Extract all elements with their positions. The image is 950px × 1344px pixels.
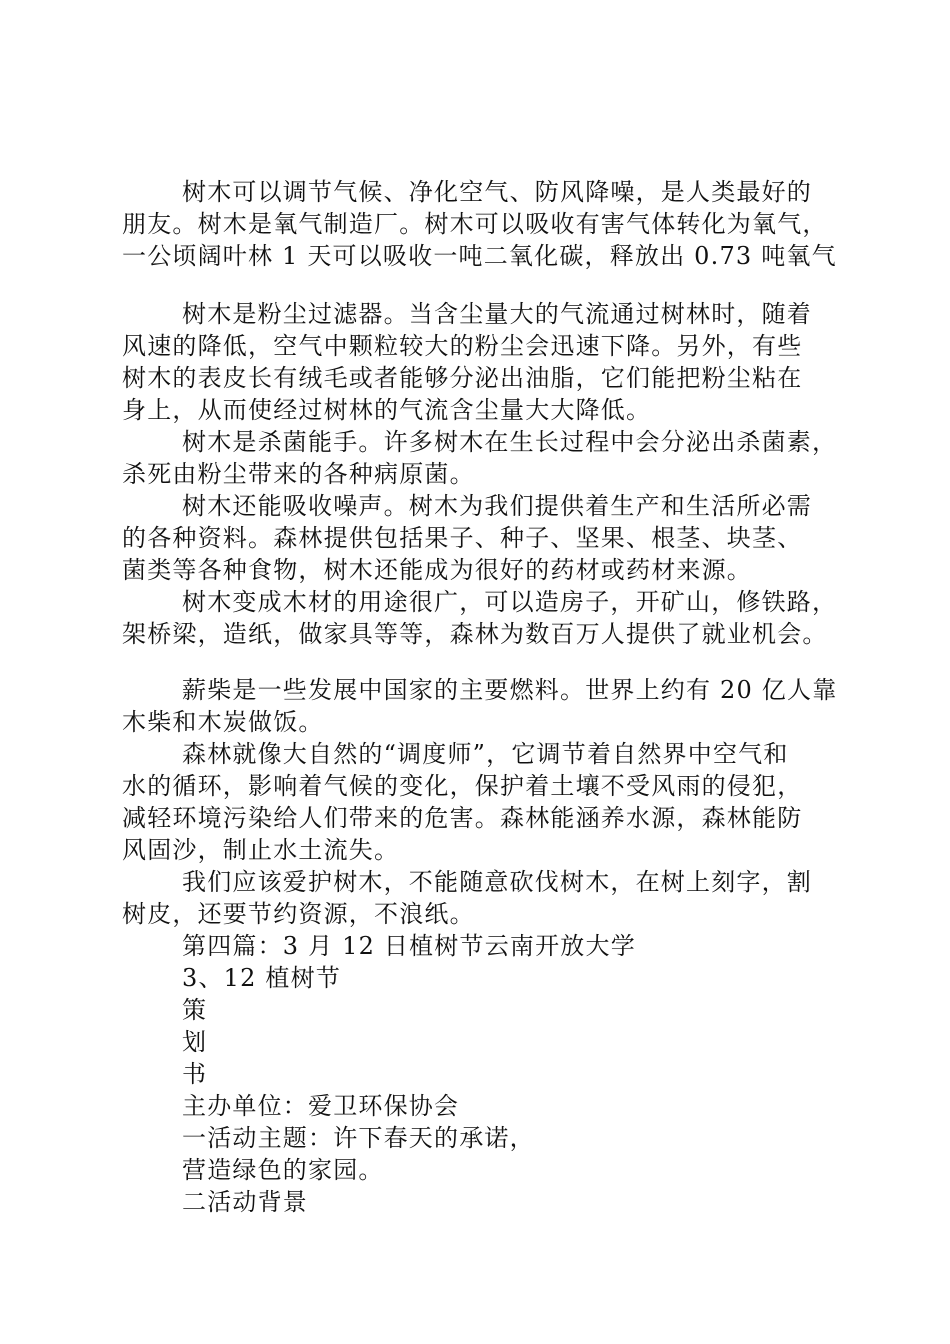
background-heading: 二活动背景 — [182, 1188, 308, 1216]
paragraph-7-line-1: 森林就像大自然的“调度师”，它调节着自然界中空气和 — [182, 740, 789, 768]
paragraph-6-line-2: 木柴和木炭做饭。 — [122, 708, 324, 736]
paragraph-7-line-3: 减轻环境污染给人们带来的危害。森林能涵养水源，森林能防 — [122, 804, 803, 832]
paragraph-2-line-3: 树木的表皮长有绒毛或者能够分泌出油脂，它们能把粉尘粘在 — [122, 364, 803, 392]
section-vertical-char-2: 划 — [182, 1028, 208, 1056]
paragraph-4-line-2: 的各种资料。森林提供包括果子、种子、坚果、根茎、块茎、 — [122, 524, 803, 552]
paragraph-1-line-2: 朋友。树木是氧气制造厂。树木可以吸收有害气体转化为氧气， — [122, 210, 828, 238]
paragraph-1-line-1: 树木可以调节气候、净化空气、防风降噪，是人类最好的 — [182, 178, 812, 206]
paragraph-3-line-1: 树木是杀菌能手。许多树木在生长过程中会分泌出杀菌素， — [182, 428, 838, 456]
organizer-line: 主办单位：爱卫环保协会 — [182, 1092, 460, 1120]
paragraph-8-line-1: 我们应该爱护树木，不能随意砍伐树木，在树上刻字，割 — [182, 868, 812, 896]
paragraph-5-line-2: 架桥梁，造纸，做家具等等，森林为数百万人提供了就业机会。 — [122, 620, 828, 648]
section-vertical-char-1: 策 — [182, 996, 208, 1024]
paragraph-7-line-4: 风固沙，制止水土流失。 — [122, 836, 400, 864]
section-subtitle: 3、12 植树节 — [182, 964, 342, 992]
paragraph-2-line-1: 树木是粉尘过滤器。当含尘量大的气流通过树林时，随着 — [182, 300, 812, 328]
paragraph-8-line-2: 树皮，还要节约资源，不浪纸。 — [122, 900, 475, 928]
paragraph-4-line-3: 菌类等各种食物，树木还能成为很好的药材或药材来源。 — [122, 556, 752, 584]
paragraph-6-line-1: 薪柴是一些发展中国家的主要燃料。世界上约有 20 亿人靠 — [182, 676, 838, 704]
paragraph-2-line-2: 风速的降低，空气中颗粒较大的粉尘会迅速下降。另外，有些 — [122, 332, 803, 360]
theme-line-1: 一活动主题：许下春天的承诺， — [182, 1124, 535, 1152]
theme-line-2: 营造绿色的家园。 — [182, 1156, 384, 1184]
paragraph-2-line-4: 身上，从而使经过树林的气流含尘量大大降低。 — [122, 396, 652, 424]
paragraph-5-line-1: 树木变成木材的用途很广，可以造房子，开矿山，修铁路， — [182, 588, 838, 616]
paragraph-7-line-2: 水的循环，影响着气候的变化，保护着土壤不受风雨的侵犯， — [122, 772, 803, 800]
section-vertical-char-3: 书 — [182, 1060, 208, 1088]
paragraph-4-line-1: 树木还能吸收噪声。树木为我们提供着生产和生活所必需 — [182, 492, 812, 520]
section-heading: 第四篇：3 月 12 日植树节云南开放大学 — [182, 932, 636, 960]
paragraph-1-line-3: 一公顷阔叶林 1 天可以吸收一吨二氧化碳，释放出 0.73 吨氧气 — [122, 242, 837, 270]
paragraph-3-line-2: 杀死由粉尘带来的各种病原菌。 — [122, 460, 475, 488]
